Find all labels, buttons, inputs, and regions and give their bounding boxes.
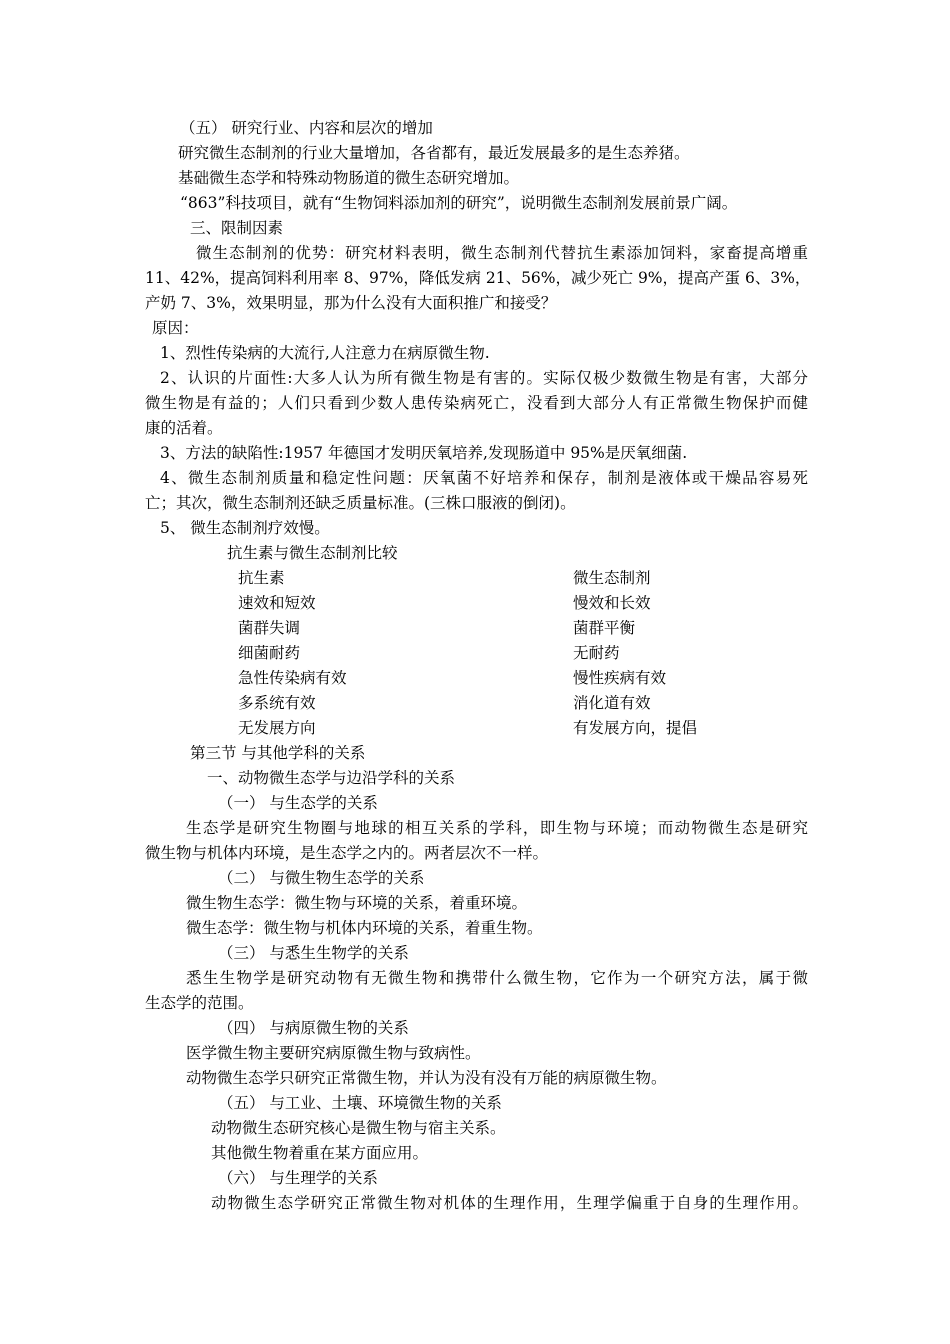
subsection-heading: （二） 与微生物生态学的关系 — [218, 869, 425, 887]
comparison-title: 抗生素与微生态制剂比较 — [227, 544, 398, 562]
comparison-cell-left: 抗生素 — [238, 569, 285, 587]
subsection-heading: （六） 与生理学的关系 — [218, 1169, 378, 1187]
comparison-cell-right: 无耐药 — [573, 644, 620, 662]
subsection-heading: 一、动物微生态学与边沿学科的关系 — [207, 769, 456, 787]
comparison-cell-right: 菌群平衡 — [573, 619, 636, 637]
comparison-cell-left: 菌群失调 — [238, 619, 301, 637]
section-heading: 三、限制因素 — [190, 219, 284, 237]
list-item: 1、烈性传染病的大流行,人注意力在病原微生物. — [160, 344, 490, 362]
list-item-continuation: 康的活着。 — [145, 419, 223, 437]
comparison-cell-left: 多系统有效 — [238, 694, 316, 712]
paragraph: 微生态学：微生物与机体内环境的关系，着重生物。 — [186, 919, 543, 937]
list-item: 4、微生态制剂质量和稳定性问题：厌氧菌不好培养和保存，制剂是液体或干燥品容易死 — [160, 469, 808, 487]
paragraph-line: 悉生生物学是研究动物有无微生物和携带什么微生物，它作为一个研究方法，属于微 — [186, 969, 808, 987]
comparison-cell-left: 细菌耐药 — [238, 644, 301, 662]
subsection-heading: （一） 与生态学的关系 — [218, 794, 378, 812]
section-heading: （五） 研究行业、内容和层次的增加 — [180, 119, 433, 137]
list-item-continuation: 微生物是有益的；人们只看到少数人患传染病死亡，没看到大部分人有正常微生物保护而健 — [145, 394, 808, 412]
comparison-cell-left: 速效和短效 — [238, 594, 316, 612]
paragraph-line: 微生物与机体内环境，是生态学之内的。两者层次不一样。 — [145, 844, 549, 862]
paragraph-line: 11、42%，提高饲料利用率 8、97%，降低发病 21、56%，减少死亡 9%，提高产蛋 6、3%， — [145, 269, 811, 287]
paragraph: 动物微生态研究核心是微生物与宿主关系。 — [211, 1119, 506, 1137]
paragraph: 研究微生态制剂的行业大量增加，各省都有，最近发展最多的是生态养猪。 — [178, 144, 690, 162]
paragraph: 动物微生态学研究正常微生物对机体的生理作用，生理学偏重于自身的生理作用。 — [211, 1194, 808, 1212]
comparison-cell-right: 慢效和长效 — [573, 594, 651, 612]
paragraph-line: 微生态制剂的优势：研究材料表明，微生态制剂代替抗生素添加饲料，家畜提高增重 — [196, 244, 808, 262]
list-item: 5、 微生态制剂疗效慢。 — [160, 519, 330, 537]
section-heading: 第三节 与其他学科的关系 — [190, 744, 366, 762]
paragraph-line: 生态学的范围。 — [145, 994, 254, 1012]
comparison-cell-right: 有发展方向，提倡 — [573, 719, 698, 737]
list-item: 2、认识的片面性:大多人认为所有微生物是有害的。实际仅极少数微生物是有害，大部分 — [160, 369, 808, 387]
list-item: 3、方法的缺陷性:1957 年德国才发明厌氧培养,发现肠道中 95%是厌氧细菌. — [160, 444, 688, 462]
paragraph: 医学微生物主要研究病原微生物与致病性。 — [186, 1044, 481, 1062]
reasons-label: 原因： — [152, 319, 199, 337]
comparison-cell-right: 微生态制剂 — [573, 569, 651, 587]
list-item-continuation: 亡；其次，微生态制剂还缺乏质量标准。(三株口服液的倒闭)。 — [145, 494, 576, 512]
paragraph-line: 产奶 7、3%，效果明显，那为什么没有大面积推广和接受？ — [145, 294, 557, 312]
paragraph: 基础微生态学和特殊动物肠道的微生态研究增加。 — [178, 169, 520, 187]
comparison-cell-left: 无发展方向 — [238, 719, 316, 737]
paragraph: 微生物生态学：微生物与环境的关系，着重环境。 — [186, 894, 528, 912]
subsection-heading: （四） 与病原微生物的关系 — [218, 1019, 409, 1037]
comparison-cell-right: 慢性疾病有效 — [573, 669, 667, 687]
paragraph: “863”科技项目，就有“生物饲料添加剂的研究”，说明微生态制剂发展前景广阔。 — [180, 194, 738, 212]
paragraph: 动物微生态学只研究正常微生物，并认为没有没有万能的病原微生物。 — [186, 1069, 667, 1087]
paragraph-line: 生态学是研究生物圈与地球的相互关系的学科，即生物与环境；而动物微生态是研究 — [186, 819, 808, 837]
subsection-heading: （五） 与工业、土壤、环境微生物的关系 — [218, 1094, 502, 1112]
paragraph: 其他微生物着重在某方面应用。 — [211, 1144, 429, 1162]
subsection-heading: （三） 与悉生生物学的关系 — [218, 944, 409, 962]
comparison-cell-right: 消化道有效 — [573, 694, 651, 712]
comparison-cell-left: 急性传染病有效 — [238, 669, 347, 687]
